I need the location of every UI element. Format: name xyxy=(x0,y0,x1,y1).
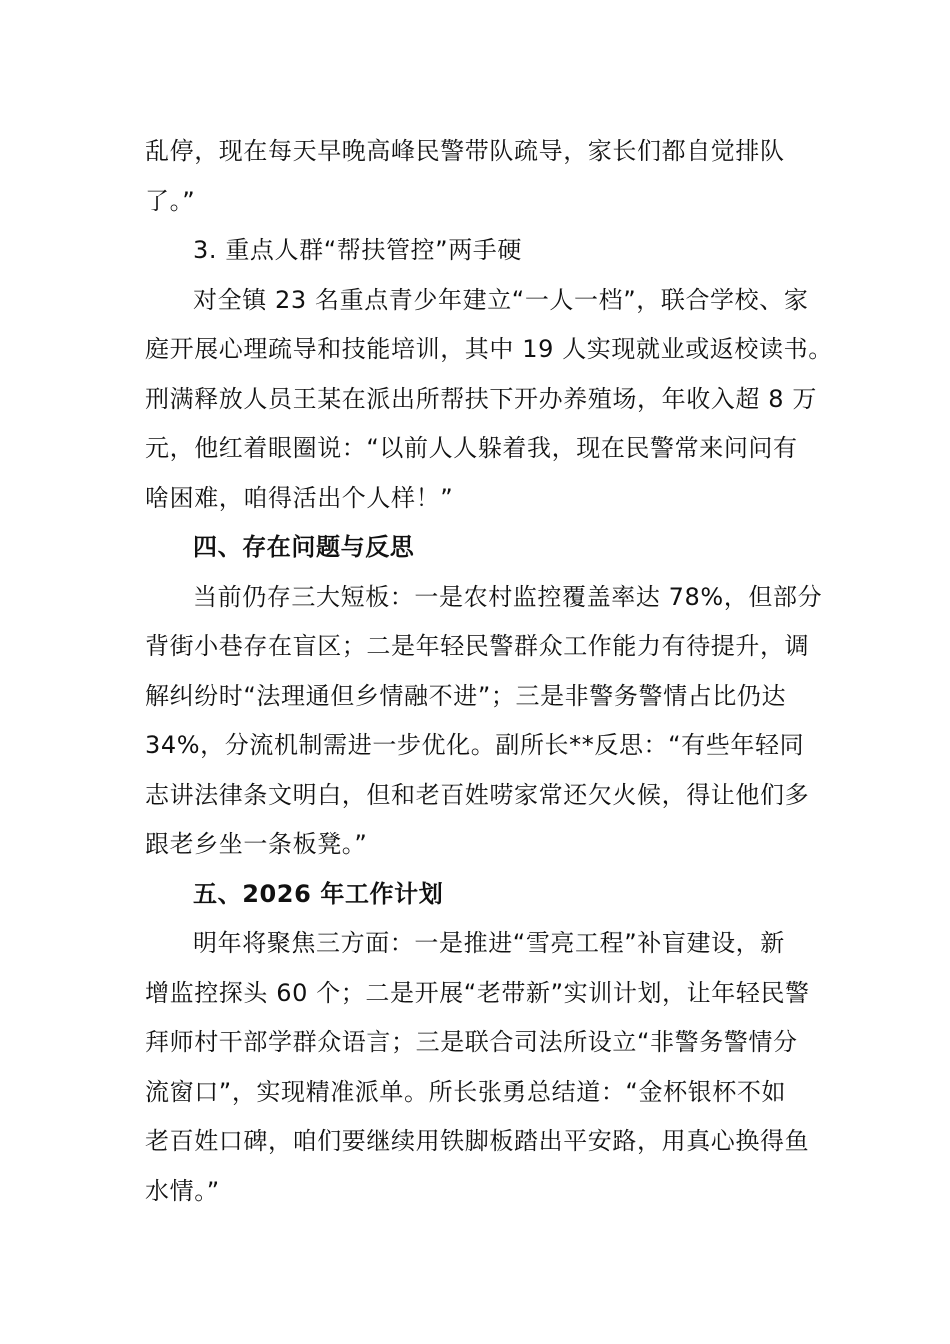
paragraph-line: 当前仍存三大短板：一是农村监控覆盖率达 78%，但部分 xyxy=(193,582,823,611)
paragraph-line: 啥困难，咱得活出个人样！” xyxy=(145,483,454,512)
paragraph-line: 明年将聚焦三方面：一是推进“雪亮工程”补盲建设，新 xyxy=(193,929,785,957)
paragraph-line: 元，他红着眼圈说：“以前人人躲着我，现在民警常来问问有 xyxy=(145,434,798,462)
paragraph-line: 乱停，现在每天早晚高峰民警带队疏导，家长们都自觉排队 xyxy=(145,137,785,165)
paragraph-line: 解纠纷时“法理通但乡情融不进”；三是非警务警情占比仍达 xyxy=(145,681,787,710)
paragraph-line: 水情。” xyxy=(145,1176,220,1205)
paragraph-line: 志讲法律条文明白，但和老百姓唠家常还欠火候，得让他们多 xyxy=(145,780,810,809)
section-heading: 五、2026 年工作计划 xyxy=(193,879,444,908)
paragraph-line: 老百姓口碑，咱们要继续用铁脚板踏出平安路，用真心换得鱼 xyxy=(145,1127,810,1155)
paragraph-line: 增监控探头 60 个；二是开展“老带新”实训计划，让年轻民警 xyxy=(145,978,810,1007)
paragraph-line: 流窗口”，实现精准派单。所长张勇总结道：“金杯银杯不如 xyxy=(145,1077,787,1106)
paragraph-line: 背街小巷存在盲区；二是年轻民警群众工作能力有待提升，调 xyxy=(145,632,810,660)
paragraph-line: 拜师村干部学群众语言；三是联合司法所设立“非警务警情分 xyxy=(145,1028,798,1056)
paragraph-line: 跟老乡坐一条板凳。” xyxy=(145,830,368,858)
document-body xyxy=(145,127,833,1216)
paragraph-line: 刑满释放人员王某在派出所帮扶下开办养殖场，年收入超 8 万 xyxy=(145,384,817,413)
paragraph-line: 34%，分流机制需进一步优化。副所长**反思：“有些年轻同 xyxy=(145,731,805,759)
paragraph-line: 庭开展心理疏导和技能培训，其中 19 人实现就业或返校读书。 xyxy=(145,335,833,363)
paragraph-line: 了。” xyxy=(145,186,196,215)
paragraph-line: 对全镇 23 名重点青少年建立“一人一档”，联合学校、家 xyxy=(193,285,809,314)
section-heading: 四、存在问题与反思 xyxy=(193,533,415,561)
subsection-heading: 3. 重点人群“帮扶管控”两手硬 xyxy=(193,236,522,264)
